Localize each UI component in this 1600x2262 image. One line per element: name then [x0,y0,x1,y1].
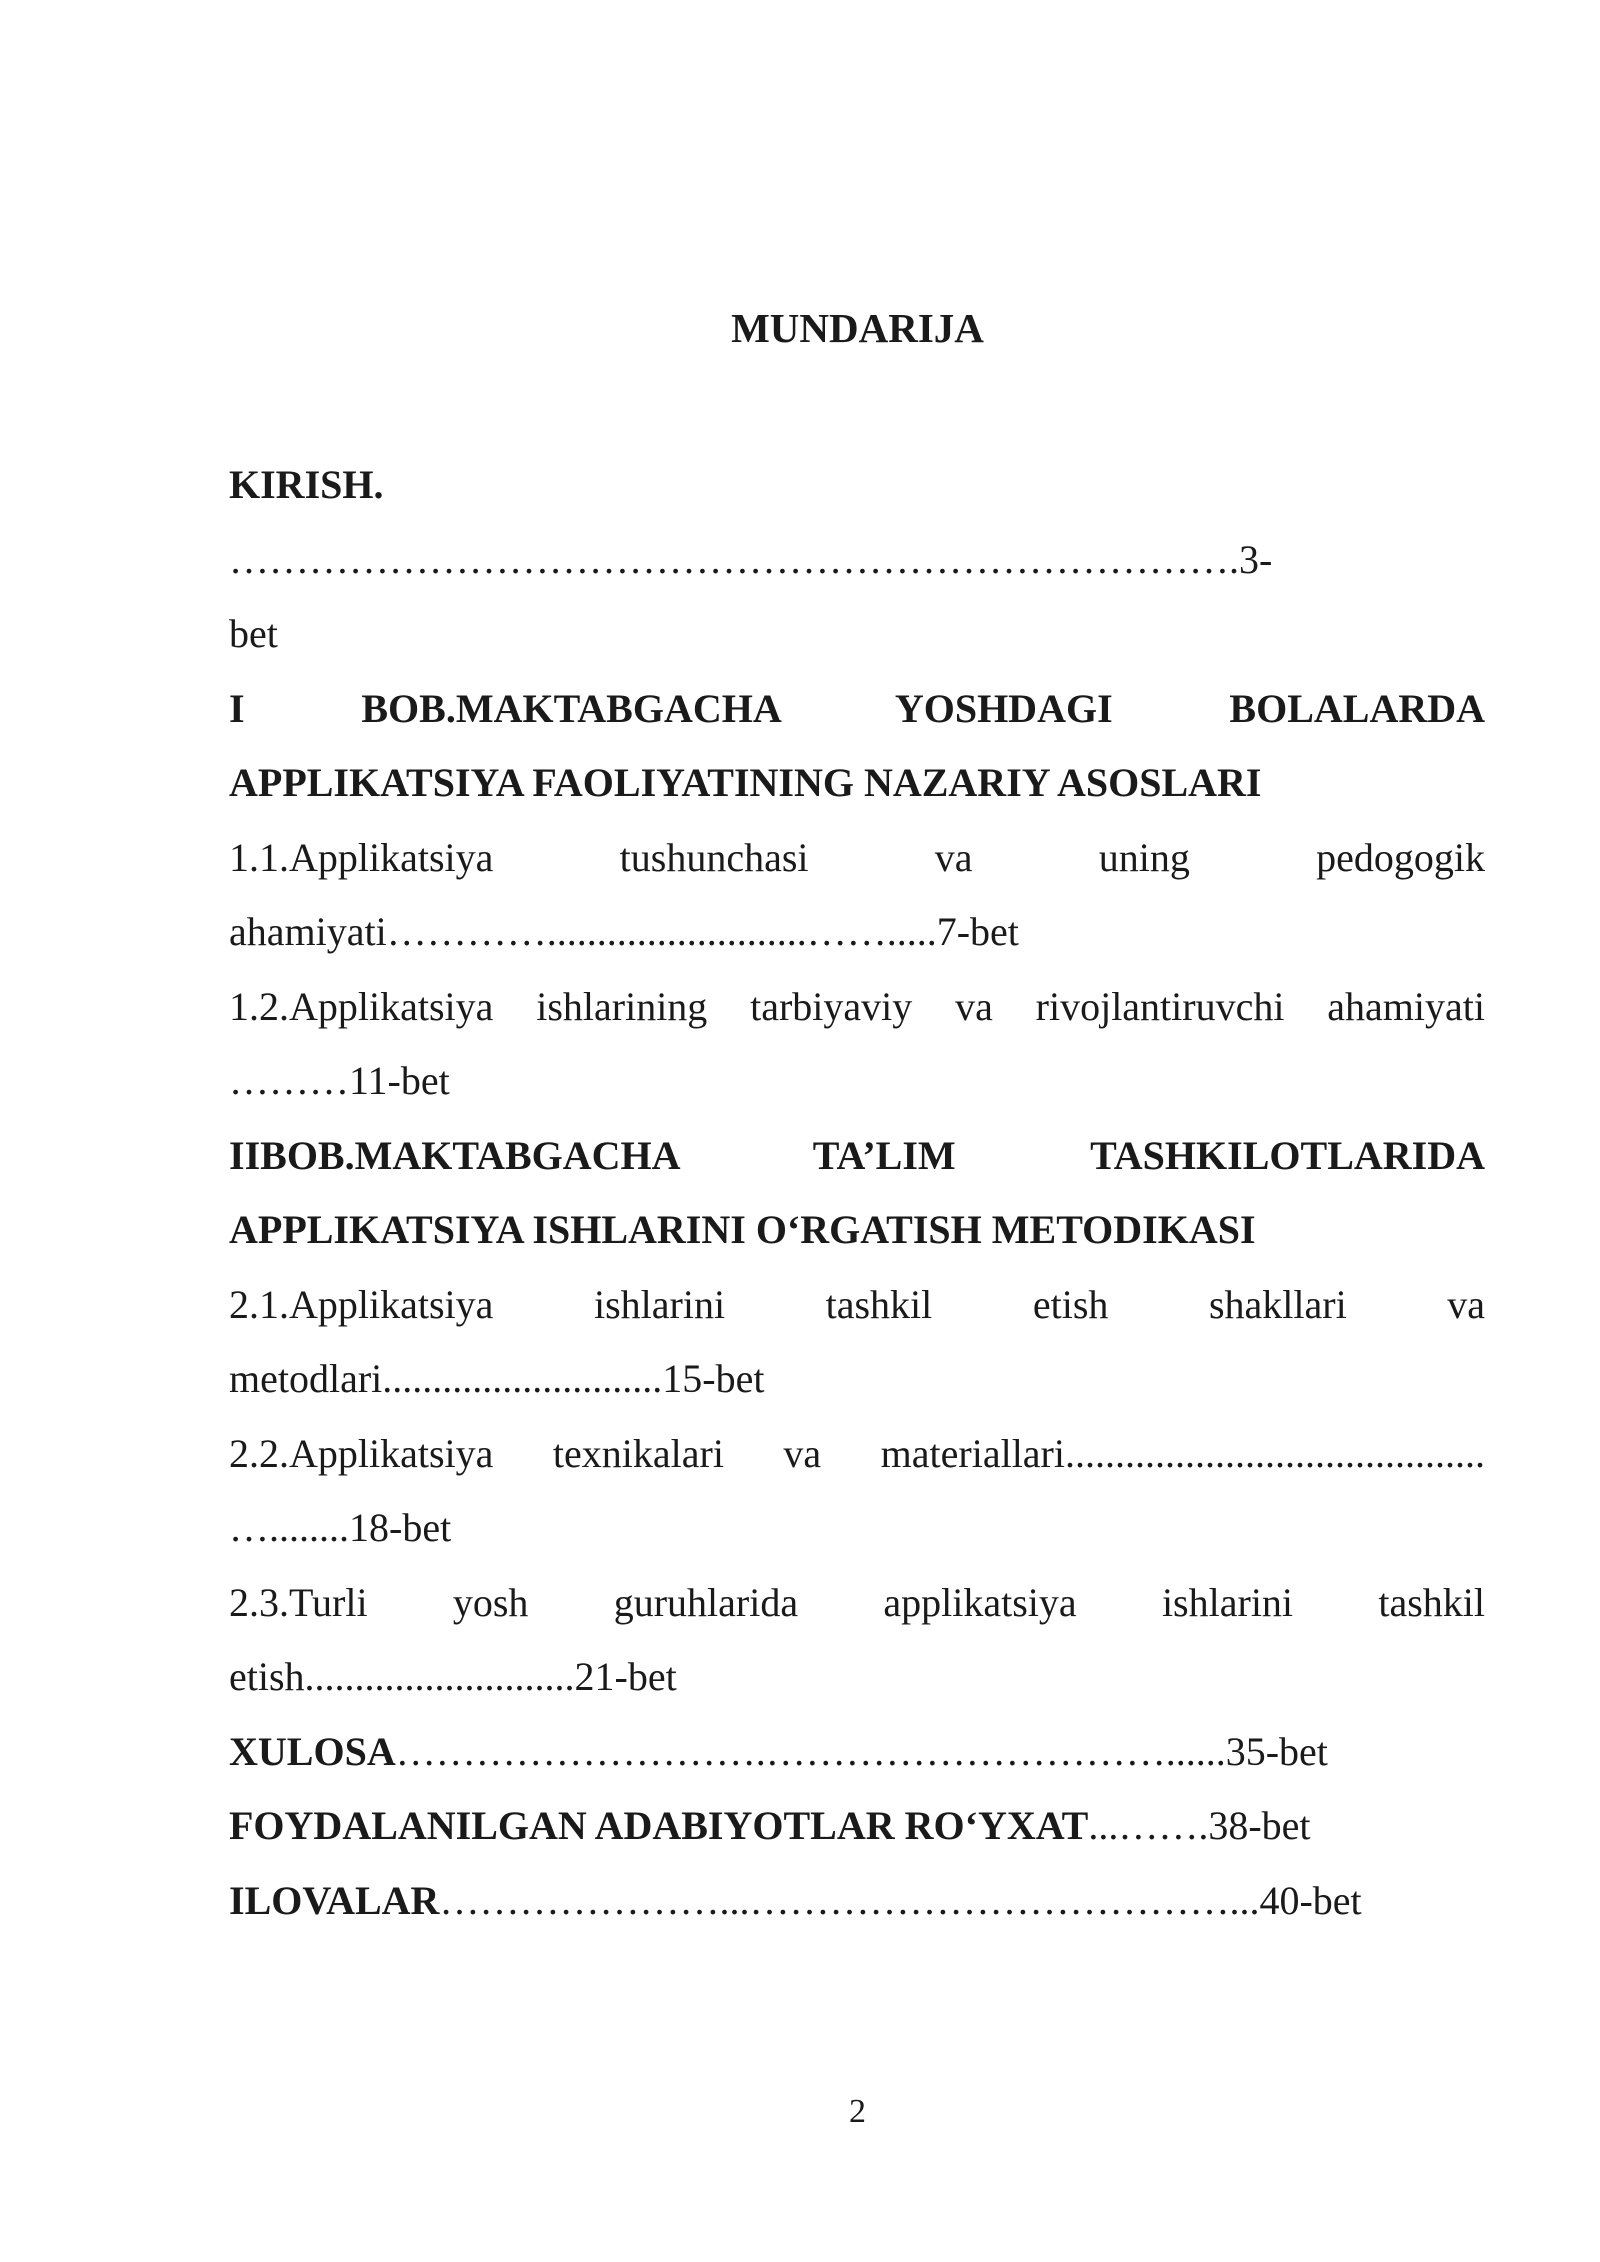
toc-section-2-3-line1: 2.3.Turli yosh guruhlarida applikatsiya ishlarini tashkil [229,1579,1485,1625]
toc-entry-xulosa-label: XULOSA [229,1728,396,1774]
toc-entry-references-page: ...…….38-bet [1088,1803,1311,1848]
toc-section-2-2-line2: …........18-bet [229,1505,452,1550]
page-number: 2 [849,2093,866,2130]
toc-entry-references-label: FOYDALANILGAN ADABIYOTLAR RO‘YXAT [229,1803,1089,1848]
page-title: MUNDARIJA [731,305,984,351]
toc-entry-kirish-page: bet [229,611,278,656]
table-of-contents [229,448,1485,1938]
toc-chapter-1-heading-line1: I BOB.MAKTABGACHA YOSHDAGI BOLALARDA [229,685,1485,731]
toc-section-1-2-line2: ………11-bet [229,1058,450,1103]
toc-entry-appendices-page: …………………...………………………………...40-bet [439,1877,1362,1923]
toc-entry-references [229,1789,1485,1864]
toc-entry-appendices-label: ILOVALAR [229,1877,440,1923]
toc-section-1-2-line1: 1.2.Applikatsiya ishlarining tarbiyaviy va rivojlantiruvchi ahamiyati [229,983,1485,1029]
toc-section-2-2-line1: 2.2.Applikatsiya texnikalari va materiallari.......................................... [229,1430,1485,1476]
toc-entry-kirish-label: KIRISH. [229,462,384,507]
toc-section-1-1-line1: 1.1.Applikatsiya tushunchasi va uning pedogogik [229,834,1485,880]
toc-chapter-2-heading-line2: APPLIKATSIYA ISHLARINI O‘RGATISH METODIKASI [229,1207,1256,1252]
toc-entry-xulosa-page: ……………………….…………………………......35-bet [395,1728,1328,1774]
toc-section-2-1-line1: 2.1.Applikatsiya ishlarini tashkil etish shakllari va [229,1281,1485,1327]
toc-entry-xulosa [229,1715,1485,1790]
toc-chapter-1-heading-line2: APPLIKATSIYA FAOLIYATINING NAZARIY ASOSLARI [229,760,1262,805]
toc-section-2-1-line2: metodlari............................15-bet [229,1356,765,1401]
toc-section-2-3-line2: etish...........................21-bet [229,1654,677,1699]
toc-entry-appendices [229,1864,1485,1939]
toc-entry-kirish-leader: ………………………………………………………………….3- [229,536,1273,582]
toc-section-1-1-line2: ahamiyati…………..........................…….....7-bet [229,909,1019,954]
toc-chapter-2-heading-line1: IIBOB.MAKTABGACHA TA’LIM TASHKILOTLARIDA [229,1132,1485,1178]
